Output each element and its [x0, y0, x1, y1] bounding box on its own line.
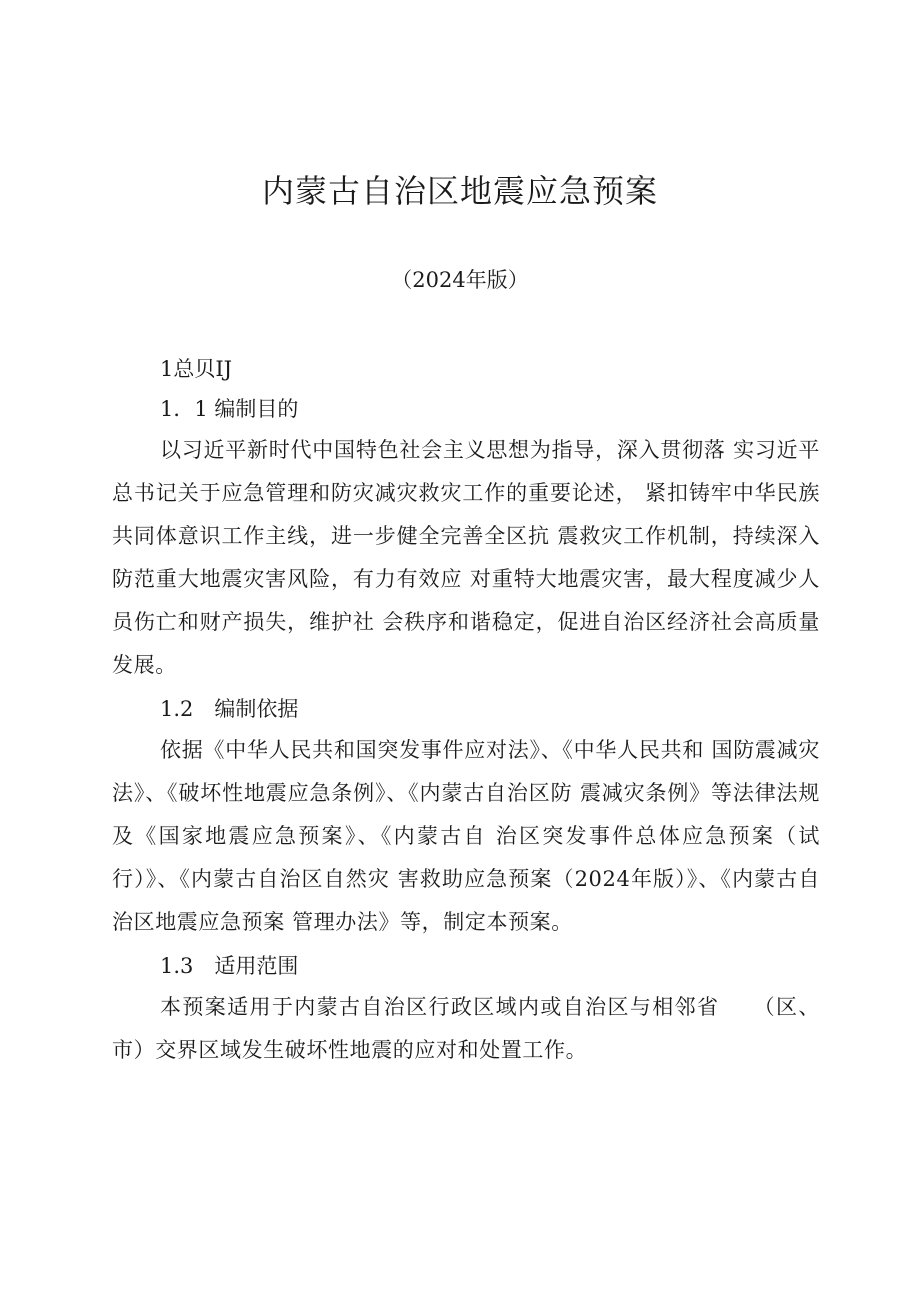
section-heading-purpose: 1．1 编制目的: [160, 397, 299, 421]
section-heading-basis: 1.2 编制依据: [160, 697, 299, 721]
document-title: 内蒙古自治区地震应急预案: [261, 172, 658, 210]
paragraph-scope: 本预案适用于内蒙古自治区行政区域内或自治区与相邻省 （区、市）交界区域发生破坏性地震的应对和处置工作。: [112, 995, 820, 1062]
section-heading-general: 1总贝IJ: [160, 357, 233, 381]
section-heading-scope: 1.3 适用范围: [160, 954, 299, 978]
paragraph-purpose: 以习近平新时代中国特色社会主义思想为指导，深入贯彻落 实习近平总书记关于应急管理和防灾减灾救灾工作的重要论述， 紧扣铸牢中华民族共同体意识工作主线，进一步健全完善全区抗 震救灾工作机制，持续深入防范重大地震灾害风险，有力有效应 对重特大地震灾害，最大程度减少人员伤亡和财产损失，维护社 会秩序和谐稳定，促进自治区经济社会高质量发展。: [112, 438, 820, 677]
document-body: [112, 349, 820, 1072]
paragraph-basis: 依据《中华人民共和国突发事件应对法》、《中华人民共和 国防震减灾法》、《破坏性地震应急条例》、《内蒙古自治区防 震减灾条例》等法律法规及《国家地震应急预案》、《内蒙古自 治区突发事件总体应急预案（试行）》、《内蒙古自治区自然灾 害救助应急预案（2024年版）》、《内蒙古自治区地震应急预案 管理办法》等，制定本预案。: [112, 738, 820, 934]
document-subtitle: （2024年版）: [391, 268, 529, 292]
